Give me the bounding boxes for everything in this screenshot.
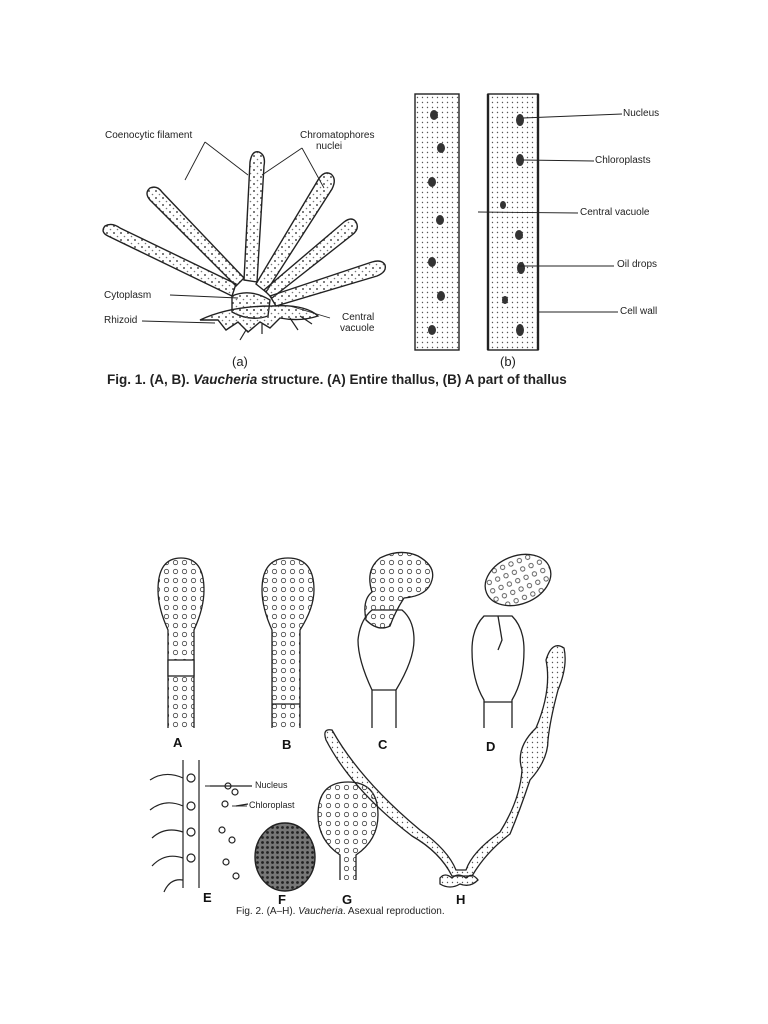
figure1-caption [107, 372, 567, 387]
sublabel-b: (b) [500, 354, 516, 369]
label-nucleus-e: Nucleus [255, 780, 288, 790]
label-chromatophores: Chromatophores [300, 130, 375, 141]
figure2-caption [236, 906, 445, 917]
letter-b: B [282, 737, 292, 752]
label-cytoplasm: Cytoplasm [104, 290, 152, 301]
label-nuclei: nuclei [316, 141, 343, 152]
letter-e: E [203, 890, 212, 905]
label-cell-wall: Cell wall [620, 306, 658, 317]
label-rhizoid: Rhizoid [104, 315, 138, 326]
letter-c: C [378, 737, 388, 752]
figure2-caption-genus: Vaucheria [298, 906, 343, 917]
letter-g: G [342, 892, 353, 907]
label-nucleus: Nucleus [623, 108, 660, 119]
label-central-vacuole-b: Central vacuole [580, 207, 650, 218]
filament-right [488, 94, 538, 350]
letter-h: H [456, 892, 466, 907]
resting-spore-f [255, 823, 315, 891]
zoospore-e [150, 760, 252, 892]
sporangium-b [262, 558, 314, 728]
figure1-caption-prefix: Fig. 1. (A, B). [107, 372, 194, 387]
label-central-vacuole-a-line1: Central [342, 312, 375, 323]
label-chloroplast-e: Chloroplast [249, 800, 295, 810]
label-coenocytic-filament: Coenocytic filament [105, 130, 193, 141]
figure1-caption-genus: Vaucheria [193, 372, 258, 387]
label-chloroplasts: Chloroplasts [595, 155, 651, 166]
filament-left [415, 94, 459, 350]
label-oil-drops: Oil drops [617, 259, 658, 270]
thallus-drawing [103, 152, 385, 332]
figure1-caption-rest: structure. (A) Entire thallus, (B) A part of thallus [257, 372, 567, 387]
figure2-caption-rest: . Asexual reproduction. [342, 906, 445, 917]
sublabel-a: (a) [232, 354, 248, 369]
letter-d: D [486, 739, 496, 754]
sporangium-a [158, 558, 204, 728]
letter-a: A [173, 735, 183, 750]
sporangium-c [358, 552, 433, 728]
letter-f: F [278, 892, 286, 907]
figure2-caption-prefix: Fig. 2. (A–H). [236, 906, 299, 917]
label-central-vacuole-a-line2: vacuole [340, 323, 375, 334]
